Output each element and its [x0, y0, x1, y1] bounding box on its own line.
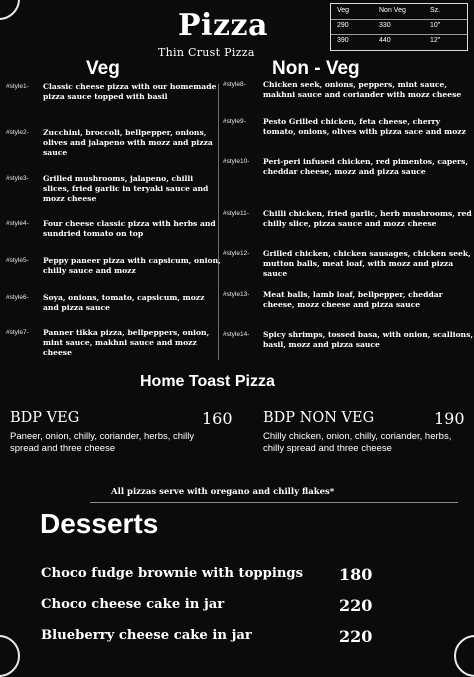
dessert-item-price: 180 — [339, 565, 373, 584]
desserts-heading: Desserts — [40, 508, 159, 539]
item-description: Classic cheese pizza with our homemade pizza sauce topped with basil — [43, 82, 217, 101]
toast-veg-price: 160 — [202, 409, 233, 428]
dessert-item-price: 220 — [339, 596, 373, 615]
toast-nonveg-name: BDP NON VEG — [263, 410, 375, 426]
item-code: #style2- — [6, 129, 29, 136]
serving-note: All pizzas serve with oregano and chilly flakes* — [111, 487, 335, 497]
toast-veg-description: Paneer, onion, chilly, coriander, herbs, chilly spread and three cheese — [10, 431, 195, 454]
item-code: #style11- — [223, 210, 249, 217]
item-code: #style8- — [223, 81, 246, 88]
item-description: Spicy shrimps, tossed basa, with onion, scallions, basil, mozz and pizza sauce — [263, 330, 473, 349]
corner-ornament — [454, 635, 474, 677]
item-description: Chicken seek, onions, peppers, mint sauce, makhni sauce and coriander with mozz cheese — [263, 80, 462, 99]
dessert-item-price: 220 — [339, 627, 373, 646]
section-divider — [90, 502, 458, 503]
size-price-table — [330, 3, 468, 51]
table-row — [331, 20, 467, 35]
dessert-item-name: Blueberry cheese cake in jar — [41, 628, 252, 643]
toast-nonveg-price: 190 — [434, 409, 465, 428]
table-cell: 290 — [337, 22, 349, 29]
item-description: Meat balls, lamb loaf, bellpepper, cheddar cheese, mozz cheese and pizza sauce — [263, 290, 443, 309]
item-code: #style9- — [223, 118, 246, 125]
item-description: Peppy paneer pizza with capsicum, onion, chilly sauce and mozz — [43, 256, 221, 275]
item-code: #style1- — [6, 83, 29, 90]
toast-veg-name: BDP VEG — [10, 410, 80, 426]
table-cell: 390 — [337, 37, 349, 44]
item-description: Zucchini, broccoli, bellpepper, onions, olives and jalapeno with mozz and pizza sauce — [43, 128, 213, 157]
table-cell: 440 — [379, 37, 391, 44]
corner-ornament — [0, 0, 20, 20]
item-code: #style4- — [6, 220, 29, 227]
item-code: #style3- — [6, 175, 29, 182]
item-description: Chilli chicken, fried garlic, herb mushrooms, red chilly slice, pizza sauce and mozz cheese — [263, 209, 472, 228]
nonveg-heading: Non - Veg — [272, 58, 360, 79]
table-header-cell: Sz. — [430, 7, 441, 14]
table-header-cell: Veg — [337, 7, 350, 14]
item-description: Grilled chicken, chicken sausages, chicken seek, mutton balls, meat loaf, with mozz and pizza sauce — [263, 249, 471, 278]
item-code: #style14- — [223, 331, 250, 338]
item-description: Panner tikka pizza, bellpeppers, onion, mint sauce, makhni sauce and mozz cheese — [43, 328, 210, 357]
item-code: #style6- — [6, 294, 29, 301]
table-cell: 10" — [430, 22, 441, 29]
veg-heading: Veg — [86, 58, 120, 79]
item-code: #style12- — [223, 250, 250, 257]
item-description: Soya, onions, tomato, capsicum, mozz and pizza sauce — [43, 293, 205, 312]
table-cell: 330 — [379, 22, 391, 29]
dessert-item-name: Choco cheese cake in jar — [41, 597, 225, 612]
home-toast-heading: Home Toast Pizza — [140, 373, 275, 390]
item-description: Four cheese classic pizza with herbs and sundried tomato on top — [43, 219, 216, 238]
page-subtitle: Thin Crust Pizza — [158, 46, 255, 59]
table-header-row — [331, 5, 467, 20]
item-code: #style7- — [6, 329, 29, 336]
toast-nonveg-description: Chilly chicken, onion, chilly, coriander, herbs, chilly spread and three cheese — [263, 431, 452, 454]
item-code: #style10- — [223, 158, 250, 165]
item-code: #style13- — [223, 291, 250, 298]
dessert-item-name: Choco fudge brownie with toppings — [41, 566, 304, 581]
item-description: Grilled mushrooms, jalapeno, chilli slices, fried garlic in teryaki sauce and mozz cheese — [43, 174, 209, 203]
item-description: Pesto Grilled chicken, feta cheese, cherry tomato, onions, olives with pizza sace and mozz — [263, 117, 466, 136]
table-cell: 12" — [430, 37, 441, 44]
item-code: #style5- — [6, 257, 29, 264]
item-description: Peri-peri infused chicken, red pimentos, capers, cheddar cheese, mozz and pizza sauce — [263, 157, 468, 176]
table-header-cell: Non Veg — [379, 7, 406, 14]
page-title: Pizza — [178, 8, 268, 43]
corner-ornament — [0, 635, 20, 677]
table-row — [331, 35, 467, 50]
